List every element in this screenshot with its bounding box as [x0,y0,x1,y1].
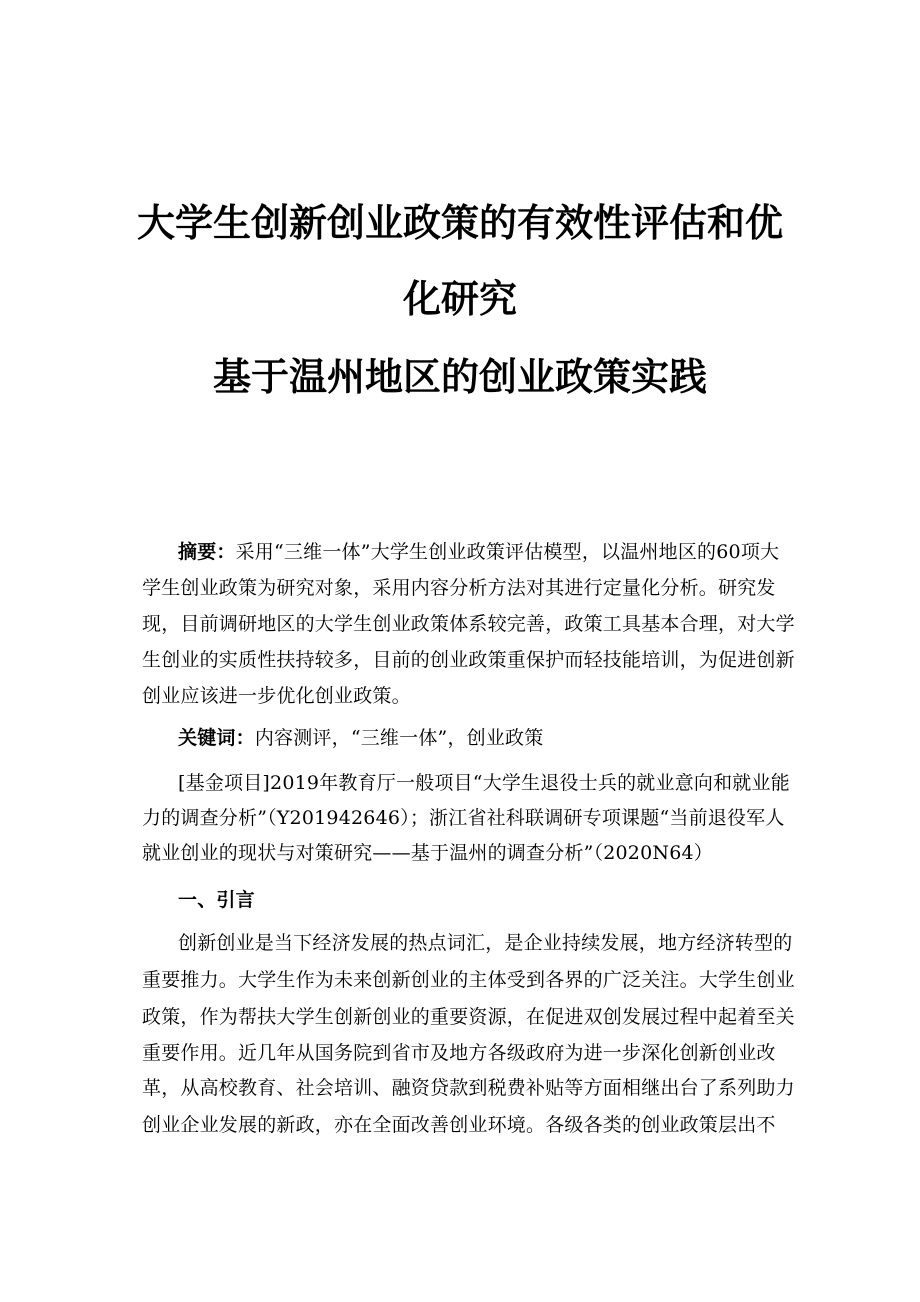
body-line: 革，从高校教育、社会培训、融资贷款到税费补贴等方面相继出台了系列助力 [142,1077,795,1099]
body-line: 政策，作为帮扶大学生创新创业的重要资源，在促进双创发展过程中起着至关 [142,1006,795,1028]
keywords-label: 关键词： [178,727,255,749]
title-line-1: 大学生创新创业政策的有效性评估和优 [136,200,783,245]
body-line: 创业企业发展的新政，亦在全面改善创业环境。各级各类的创业政策层出不 [142,1114,776,1136]
body-line: 创新创业是当下经济发展的热点词汇，是企业持续发展，地方经济转型的 [178,932,793,954]
abstract-line: 现，目前调研地区的大学生创业政策体系较完善，政策工具基本合理，对大学 [142,613,795,635]
body-line: 重要作用。近几年从国务院到省市及地方各级政府为进一步深化创新创业改 [142,1042,776,1064]
abstract-text: 采用“三维一体”大学生创业政策评估模型，以温州地区的60项大 [235,541,780,563]
fund-line: [基金项目]2019年教育厅一般项目“大学生退役士兵的就业意向和就业能 [178,772,790,794]
abstract-label: 摘要： [178,541,236,563]
abstract-line: 学生创业政策为研究对象，采用内容分析方法对其进行定量化分析。研究发 [142,577,776,599]
fund-line: 就业创业的现状与对策研究——基于温州的调查分析”（2020N64） [142,842,713,864]
keywords-text: 内容测评，“三维一体”，创业政策 [254,727,544,749]
body-line: 重要推力。大学生作为未来创新创业的主体受到各界的广泛关注。大学生创业 [142,969,795,991]
abstract-line: 创业应该进一步优化创业政策。 [142,685,411,707]
fund-line: 力的调查分析”（Y201942646）；浙江省社科联调研专项课题“当前退役军人 [142,807,785,829]
abstract-line: 生创业的实质性扶持较多，目前的创业政策重保护而轻技能培训，为促进创新 [142,649,795,671]
keywords-line [178,726,543,750]
section-heading: 一、引言 [178,889,255,911]
subtitle: 基于温州地区的创业政策实践 [212,354,707,399]
abstract-line [178,540,779,564]
title-line-2: 化研究 [402,276,517,321]
